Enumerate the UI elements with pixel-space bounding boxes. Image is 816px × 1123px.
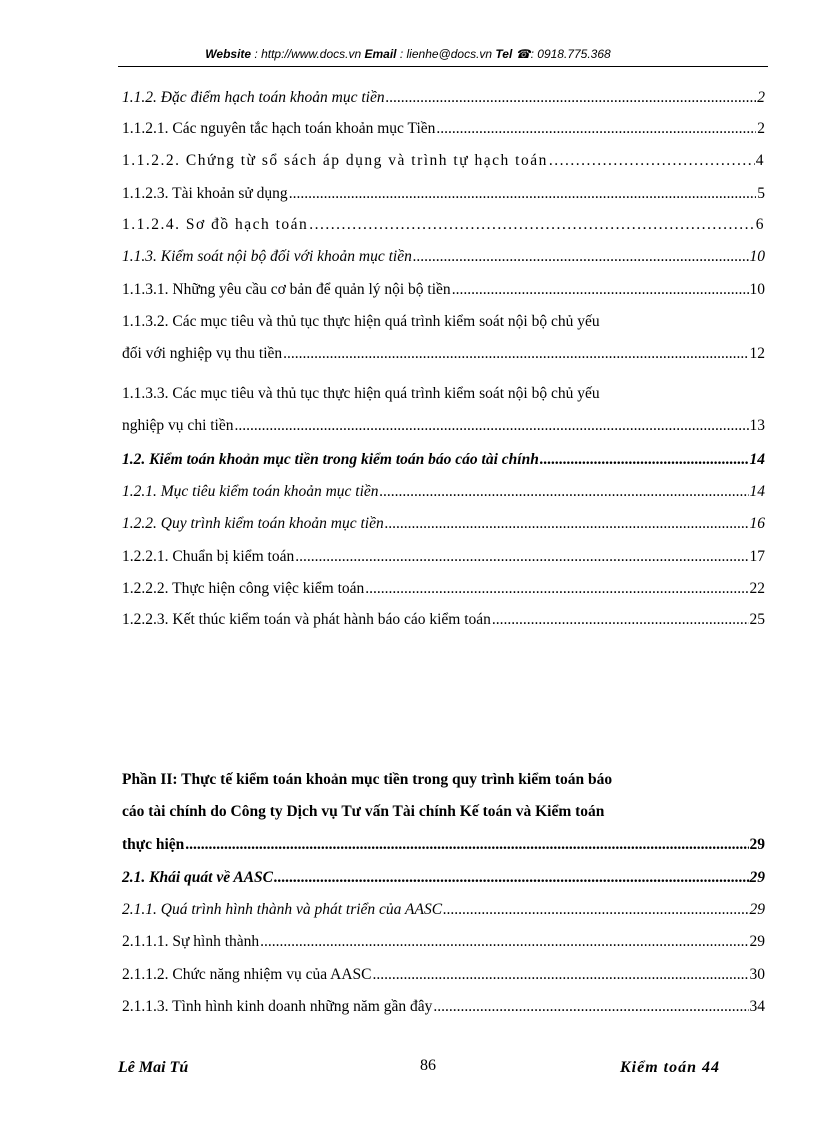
footer-author: Lê Mai Tú	[118, 1059, 189, 1076]
website-link[interactable]: : http://www.docs.vn	[254, 47, 362, 61]
toc-entry-page: 12	[749, 345, 765, 362]
toc-entry-page: 29	[749, 901, 765, 918]
toc-entry-page: 5	[757, 185, 765, 202]
toc-entry-title: 1.2.2.1. Chuẩn bị kiểm toán	[122, 548, 295, 565]
toc-entry[interactable]	[122, 342, 765, 366]
toc-entry-title: 1.1.2.1. Các nguyên tắc hạch toán khoản mục Tiền	[122, 120, 436, 137]
email-label: Email	[364, 47, 397, 61]
toc-entry-page: 10	[749, 248, 765, 265]
toc-entry[interactable]	[122, 577, 765, 601]
toc-entry-title: 1.1.3.1. Những yêu cầu cơ bản để quản lý nội bộ tiền	[122, 281, 451, 298]
toc-entry-page: 17	[749, 548, 765, 565]
toc-entry-page: 30	[749, 966, 765, 983]
toc-entry-title: đối với nghiệp vụ thu tiền	[122, 345, 283, 362]
toc-entry-page: 29	[749, 836, 765, 853]
toc-entry[interactable]	[122, 833, 765, 857]
toc-entry-line1: Phần II: Thực tế kiểm toán khoản mục tiền trong quy trình kiểm toán báo	[122, 771, 613, 788]
toc-entry-page: 29	[749, 933, 765, 950]
tel-label: Tel	[495, 47, 513, 61]
toc-entry-title: nghiệp vụ chi tiền	[122, 417, 234, 434]
toc-entry-page: 2	[757, 89, 765, 106]
toc-entry-title: 2.1.1.1. Sự hình thành	[122, 933, 260, 950]
toc-entry-title: 1.2. Kiểm toán khoản mục tiền trong kiểm toán báo cáo tài chính	[122, 451, 539, 468]
toc-entry-title: 1.1.2.2. Chứng từ sổ sách áp dụng và trình tự hạch toán	[122, 152, 548, 169]
footer-class: Kiểm toán 44	[620, 1059, 721, 1076]
toc-entry-page: 25	[749, 611, 765, 628]
toc-entry[interactable]	[122, 898, 765, 922]
toc-entry-page: 14	[749, 483, 765, 500]
toc-entry[interactable]	[122, 245, 765, 269]
toc-entry[interactable]	[122, 512, 765, 536]
toc-entry-title: 2.1.1. Quá trình hình thành và phát triển của AASC	[122, 901, 443, 918]
toc-entry-page: 29	[749, 869, 765, 886]
toc-entry[interactable]	[122, 930, 765, 954]
toc-entry-title: 1.1.2.3. Tài khoản sử dụng	[122, 185, 288, 202]
toc-entry[interactable]	[122, 213, 765, 237]
toc-entry[interactable]	[122, 963, 765, 987]
toc-entry-page: 16	[749, 515, 765, 532]
toc-entry-page: 22	[749, 580, 765, 597]
toc-entry-title: 1.2.2. Quy trình kiểm toán khoản mục tiền	[122, 515, 384, 532]
toc-entry-page: 6	[755, 216, 765, 233]
website-label: Website	[205, 47, 252, 61]
toc-entry[interactable]	[122, 995, 765, 1019]
toc-entry-page: 34	[749, 998, 765, 1015]
toc-entry-title: 1.2.2.3. Kết thúc kiểm toán và phát hành báo cáo kiểm toán	[122, 611, 491, 628]
toc-entry-page: 10	[749, 281, 765, 298]
toc-entry[interactable]	[122, 278, 765, 302]
toc-entry-line1: 1.1.3.3. Các mục tiêu và thủ tục thực hiện quá trình kiểm soát nội bộ chủ yếu	[122, 385, 600, 402]
toc-entry-page: 14	[749, 451, 765, 468]
toc-entry-page: 13	[749, 417, 765, 434]
page-header	[0, 47, 816, 61]
toc-entry-page: 4	[755, 152, 765, 169]
toc-entry[interactable]	[122, 866, 765, 890]
toc-entry[interactable]	[122, 608, 765, 632]
toc-entry-title: 1.1.2.4. Sơ đồ hạch toán	[122, 216, 309, 233]
email-link[interactable]: : lienhe@docs.vn	[399, 47, 493, 61]
toc-entry-title: 1.1.3. Kiểm soát nội bộ đối với khoản mục tiền	[122, 248, 412, 265]
toc-entry[interactable]	[122, 448, 765, 472]
toc-entry[interactable]	[122, 117, 765, 141]
toc-entry[interactable]	[122, 149, 765, 173]
tel-value: ☎: 0918.775.368	[515, 47, 611, 61]
toc-entry-line2: cáo tài chính do Công ty Dịch vụ Tư vấn Tài chính Kế toán và Kiểm toán	[122, 803, 605, 820]
toc-entry-title: 2.1.1.3. Tình hình kinh doanh những năm gần đây	[122, 998, 433, 1015]
toc-entry[interactable]	[122, 414, 765, 438]
toc-entry[interactable]	[122, 480, 765, 504]
toc-entry-title: 2.1.1.2. Chức năng nhiệm vụ của AASC	[122, 966, 372, 983]
toc-entry-title: thực hiện	[122, 836, 185, 853]
toc-entry-title: 1.2.2.2. Thực hiện công việc kiểm toán	[122, 580, 365, 597]
toc-entry-title: 1.2.1. Mục tiêu kiểm toán khoản mục tiền	[122, 483, 379, 500]
toc-entry-title: 2.1. Khái quát về AASC	[122, 869, 274, 886]
toc-entry[interactable]	[122, 182, 765, 206]
toc-entry-page: 2	[757, 120, 765, 137]
toc-entry-title: 1.1.2. Đặc điểm hạch toán khoản mục tiền	[122, 89, 385, 106]
header-divider	[118, 66, 768, 67]
footer-page-number: 86	[420, 1057, 436, 1074]
toc-entry-line1: 1.1.3.2. Các mục tiêu và thủ tục thực hiện quá trình kiểm soát nội bộ chủ yếu	[122, 313, 600, 330]
toc-entry[interactable]	[122, 545, 765, 569]
toc-entry[interactable]	[122, 86, 765, 110]
